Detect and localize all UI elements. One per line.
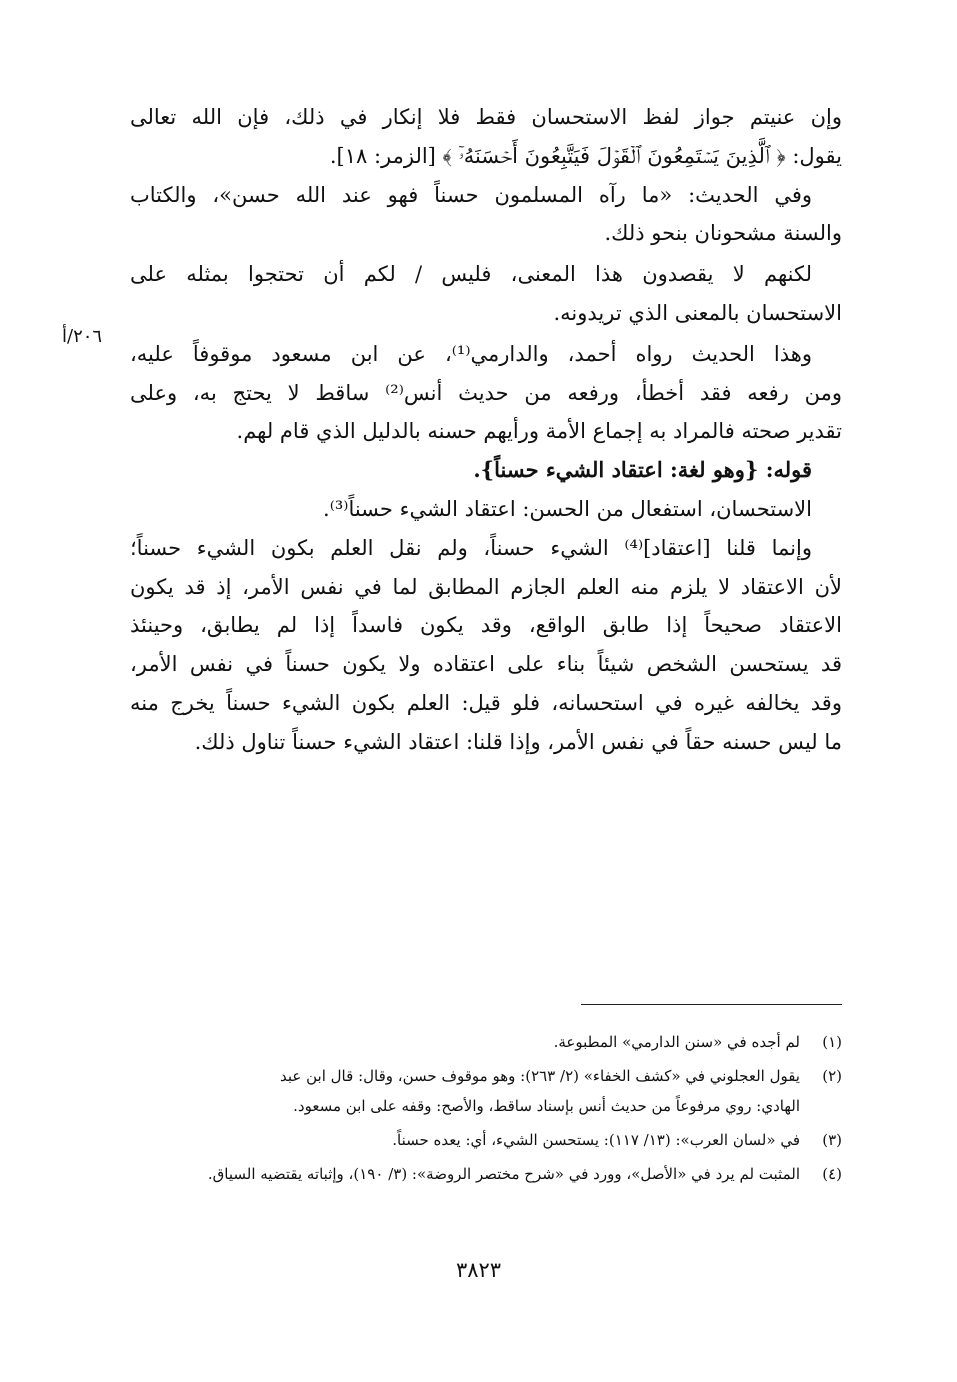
footnote <box>130 1159 842 1189</box>
footnote-text <box>130 1159 800 1189</box>
body-line: تقدير صحته فالمراد به إجماع الأمة ورأيهم حسنه بالدليل الذي قام لهم. <box>236 419 842 444</box>
page-number: ٣٨٢٣ <box>455 1258 502 1282</box>
body-line: وإن عنيتم جواز لفظ الاستحسان فقط فلا إنكار في ذلك، فإن الله تعالى <box>130 105 842 129</box>
footnote-text <box>130 1125 800 1155</box>
footnote-number: (٢) <box>822 1067 842 1085</box>
body-line: يقول: ﴿ ٱلَّذِينَ يَسۡتَمِعُونَ ٱلۡقَوۡلَ فَيَتَّبِعُونَ أَحۡسَنَهُۥٓ ﴾ [الزمر: ١٨]. <box>329 143 842 168</box>
footnote-text <box>130 1027 800 1057</box>
body-line: لأن الاعتقاد لا يلزم منه العلم الجازم المطابق لما في نفس الأمر، إذ قد يكون <box>130 574 842 599</box>
footnote-text <box>130 1061 800 1121</box>
footnote-number: (٣) <box>822 1131 842 1149</box>
body-line: الاستحسان بالمعنى الذي تريدونه. <box>553 300 842 325</box>
quoted-statement: قوله: {وهو لغة: اعتقاد الشيء حسناً}. <box>473 457 812 483</box>
footnote-line: لم أجده في «سنن الدارمي» المطبوعة. <box>553 1033 800 1051</box>
footnote <box>130 1125 842 1155</box>
footnote <box>130 1061 842 1121</box>
body-line: قد يستحسن الشخص شيئاً بناء على اعتقاده ولا يكون حسناً في نفس الأمر، <box>130 652 842 677</box>
footnote-line: الهادي: روي مرفوعاً من حديث أنس بإسناد ساقط، والأصح: وقفه على ابن مسعود. <box>293 1097 800 1115</box>
footnote-number: (٤) <box>822 1165 842 1183</box>
body-line: والسنة مشحونان بنحو ذلك. <box>604 221 842 246</box>
body-line: الاعتقاد صحيحاً إذا طابق الواقع، وقد يكون فاسداً إذا لم يطابق، وحينئذ <box>130 613 842 638</box>
body-line: وفي الحديث: «ما رآه المسلمون حسناً فهو عند الله حسن»، والكتاب <box>130 182 812 207</box>
body-line: وهذا الحديث رواه أحمد، والدارمي⁽¹⁾، عن ابن مسعود موقوفاً عليه، <box>130 341 812 366</box>
body-line: وإنما قلنا [اعتقاد]⁽⁴⁾ الشيء حسناً، ولم نقل العلم بكون الشيء حسناً؛ <box>130 535 812 560</box>
body-line: ومن رفعه فقد أخطأ، ورفعه من حديث أنس⁽²⁾ ساقط لا يحتج به، وعلى <box>130 380 842 405</box>
footnote-separator <box>581 1004 842 1005</box>
footnotes <box>130 1027 842 1193</box>
footnote-line: المثبت لم يرد في «الأصل»، وورد في «شرح مختصر الروضة»: (٣/ ١٩٠)، وإثباته يقتضيه السياق. <box>207 1165 800 1183</box>
footnote-number: (١) <box>822 1033 842 1051</box>
body-line: لكنهم لا يقصدون هذا المعنى، فليس / لكم أن تحتجوا بمثله على <box>130 262 812 287</box>
body-line: وقد يخالفه غيره في استحسانه، فلو قيل: العلم بكون الشيء حسناً يخرج منه <box>130 690 842 715</box>
footnote-line: يقول العجلوني في «كشف الخفاء» (٢/ ٢٦٣): وهو موقوف حسن، وقال: قال ابن عبد <box>280 1067 800 1085</box>
margin-folio-note: ٢٠٦/أ <box>62 326 103 347</box>
footnote-line: في «لسان العرب»: (١٣/ ١١٧): يستحسن الشيء، أي: يعده حسناً. <box>392 1131 800 1149</box>
body-line: ما ليس حسنه حقاً في نفس الأمر، وإذا قلنا: اعتقاد الشيء حسناً تناول ذلك. <box>194 729 842 754</box>
main-text <box>130 98 842 762</box>
body-line: الاستحسان، استفعال من الحسن: اعتقاد الشيء حسناً⁽³⁾. <box>323 496 812 521</box>
footnote <box>130 1027 842 1057</box>
